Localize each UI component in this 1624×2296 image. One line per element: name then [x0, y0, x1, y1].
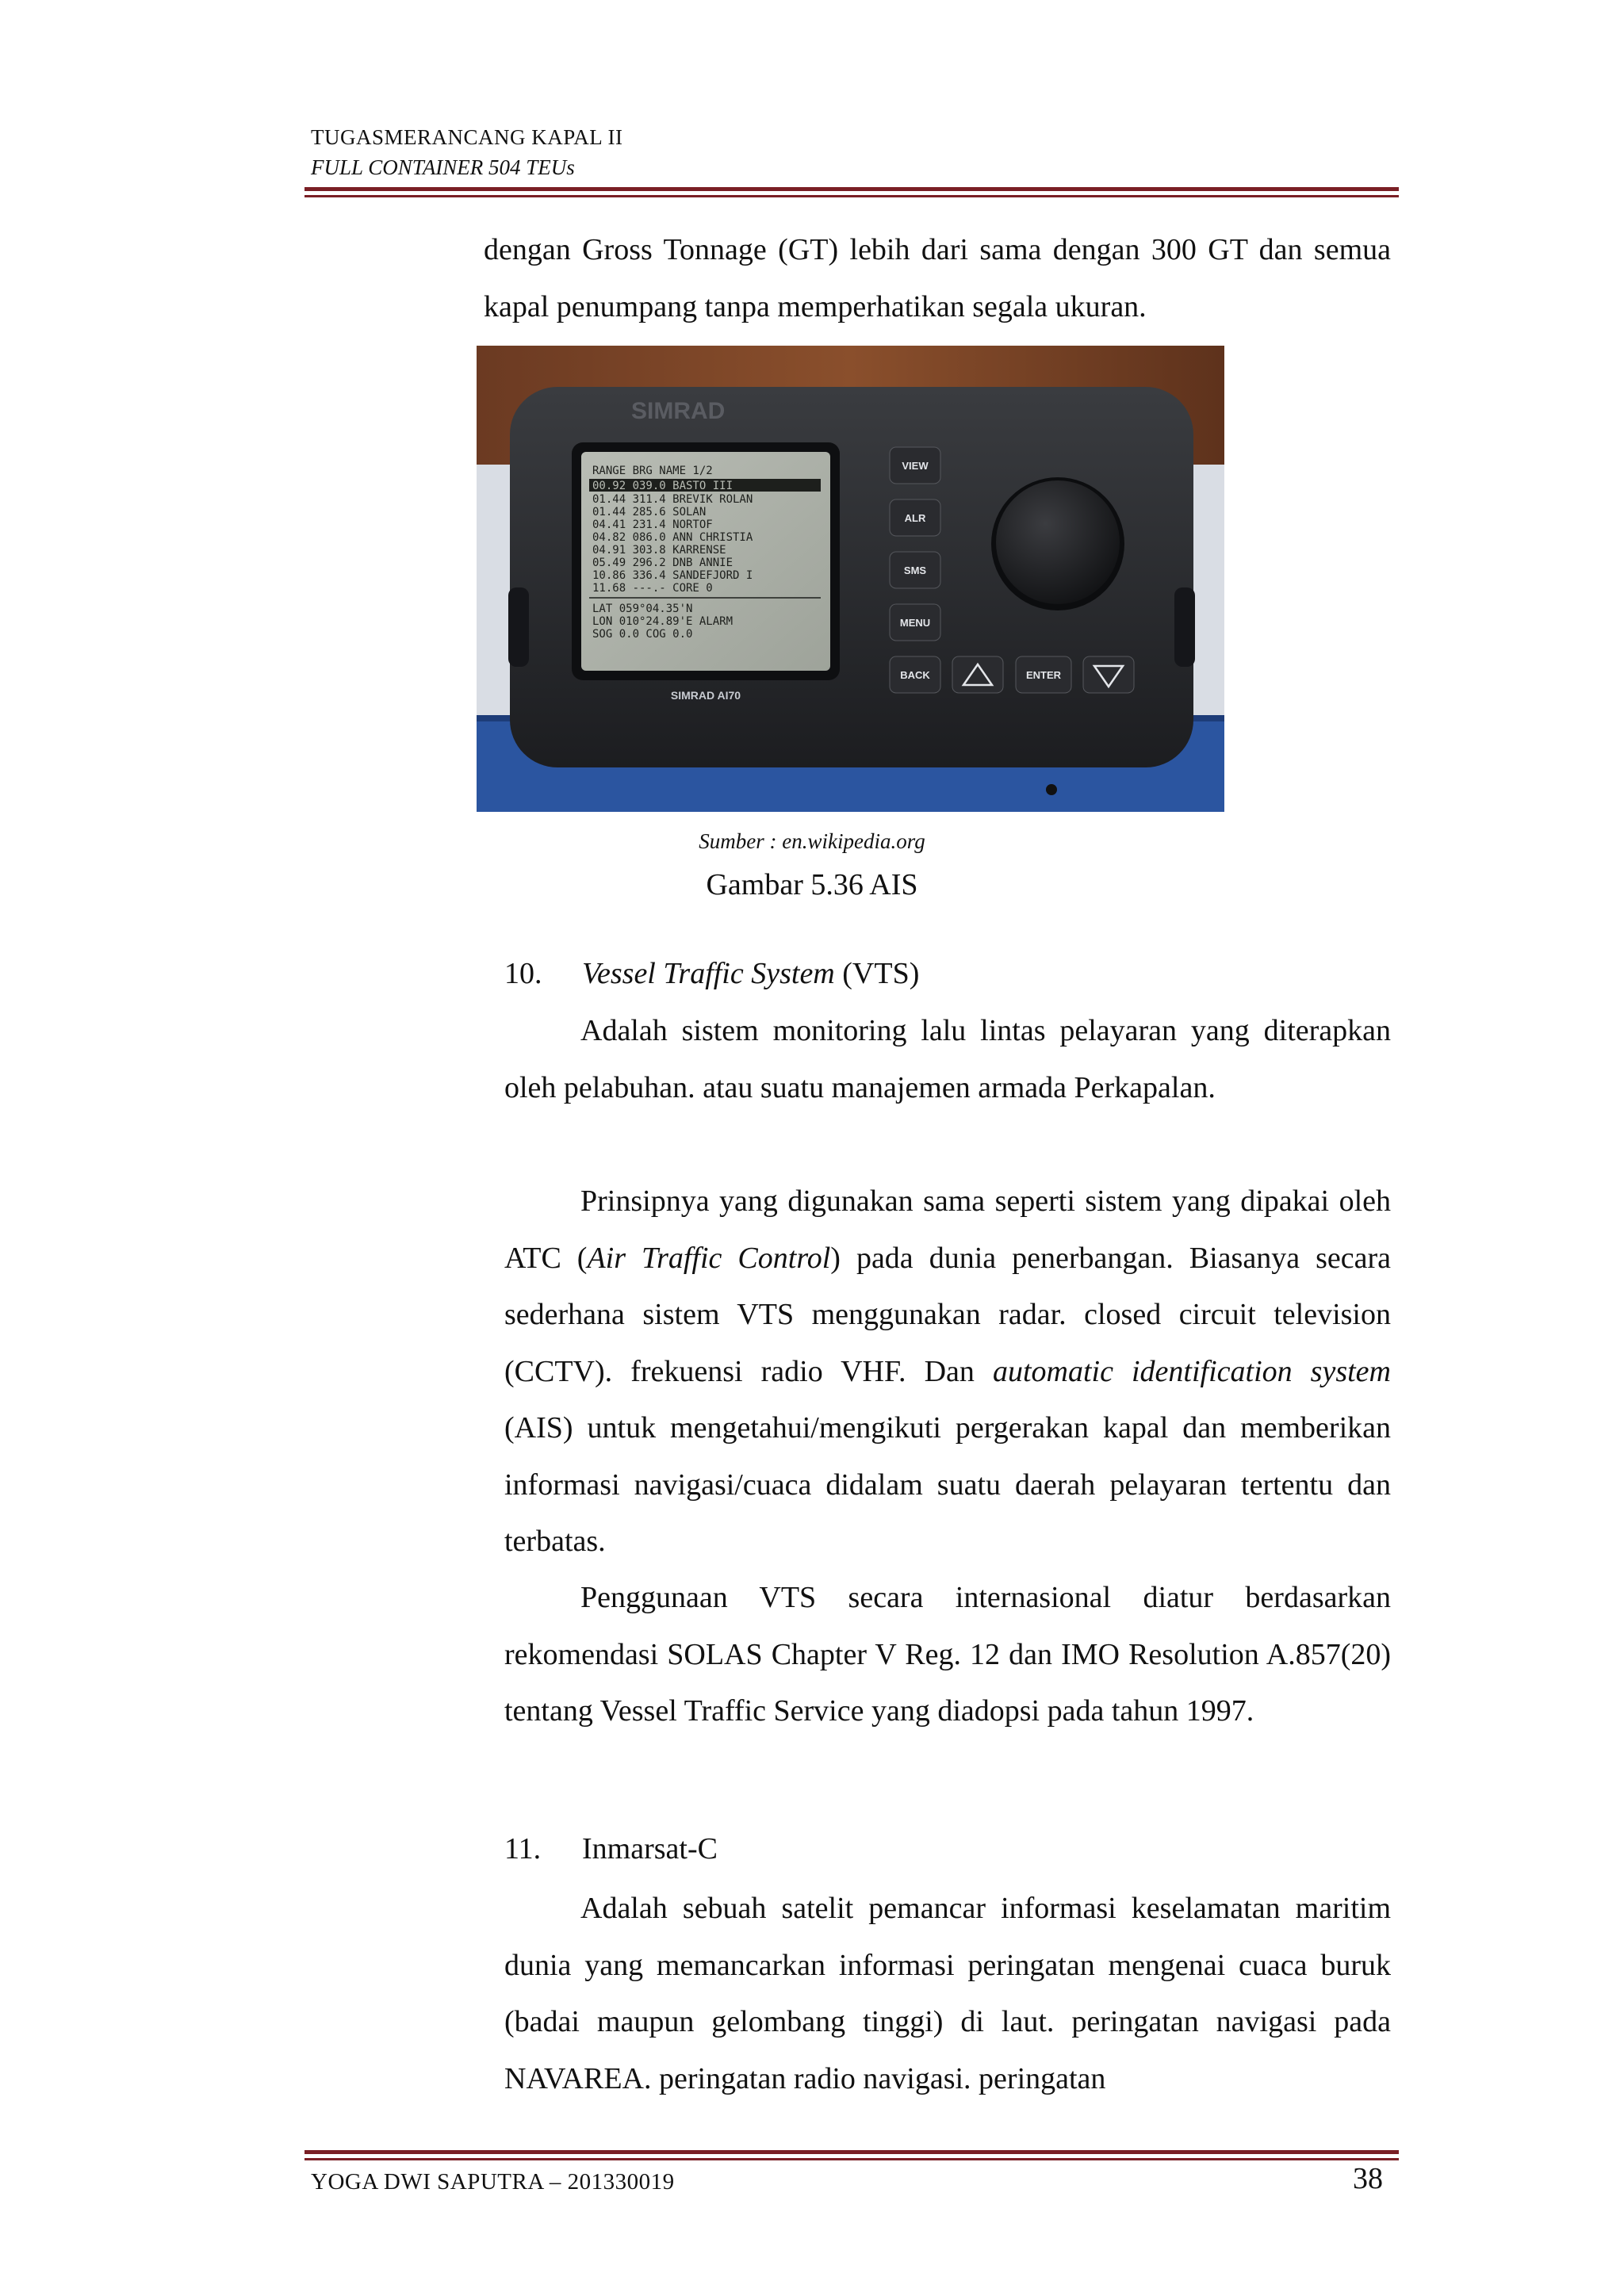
alr-button-label: ALR: [904, 512, 926, 524]
lcd-row: 04.91 303.8 KARRENSE: [592, 544, 726, 557]
p2-text-a: Prinsipnya yang digunakan sama seperti sistem yang dipakai oleh ATC (: [504, 1184, 1391, 1275]
section-10-title-italic: Vessel Traffic System: [582, 957, 835, 990]
enter-button-label: ENTER: [1025, 669, 1062, 681]
lcd-row: 10.86 336.4 SANDEFJORD I: [592, 569, 753, 582]
section-10-paragraph-3: Penggunaan VTS secara internasional diatur berdasarkan rekomendasi SOLAS Chapter V Reg. 12 dan IMO Resolution A.857(20) tentang Vessel Traffic Service yang diadopsi pada tahun 1997.: [504, 1581, 1391, 1728]
device-brand-label: SIMRAD: [631, 398, 726, 424]
lcd-row: 05.49 296.2 DNB ANNIE: [592, 557, 733, 569]
section-11-title: Inmarsat-C: [582, 1832, 718, 1866]
page-number: 38: [1353, 2162, 1383, 2195]
header-rule-thin: [304, 195, 1399, 197]
device-model-label: SIMRAD AI70: [670, 689, 741, 702]
footer-author: YOGA DWI SAPUTRA – 201330019: [311, 2169, 675, 2195]
p2-text-b: ) pada dunia penerbangan. Biasanya secara sederhana sistem VTS menggunakan radar. closed circuit television (CCTV). frekuensi radio VHF. Dan: [504, 1241, 1391, 1388]
lcd-footer: LON 010°24.89'E ALARM: [592, 615, 733, 628]
section-10-paragraph-1: Adalah sistem monitoring lalu lintas pelayaran yang diterapkan oleh pelabuhan. atau suatu manajemen armada Perkapalan.: [504, 1014, 1391, 1104]
p2-ais-italic: automatic identification system: [992, 1354, 1391, 1388]
lcd-row: 04.82 086.0 ANN CHRISTIA: [592, 531, 753, 544]
header-rule-thick: [304, 187, 1399, 191]
rotary-knob: [996, 480, 1120, 604]
section-10-number: 10.: [504, 957, 542, 990]
lcd-footer: LAT 059°04.35'N: [592, 603, 693, 615]
header-title: TUGASMERANCANG KAPAL II: [311, 125, 623, 149]
p2-text-c: (AIS) untuk mengetahui/mengikuti pergerakan kapal dan memberikan informasi navigasi/cuaca didalam suatu daerah pelayaran tertentu dan terbatas.: [504, 1411, 1391, 1558]
view-button-label: VIEW: [902, 460, 929, 472]
header-subtitle: FULL CONTAINER 504 TEUs: [311, 155, 575, 179]
figure-source: Sumber : en.wikipedia.org: [699, 829, 925, 853]
section-10-title-rest: (VTS): [834, 957, 920, 990]
footer-rule-thin: [304, 2158, 1399, 2160]
section-11-heading: [504, 1831, 718, 1866]
menu-button-label: MENU: [899, 617, 931, 629]
p2-atc-italic: Air Traffic Control: [587, 1241, 831, 1275]
sms-button-label: SMS: [903, 564, 927, 576]
section-10-heading: [504, 956, 919, 991]
lcd-row: 01.44 285.6 SOLAN: [592, 506, 707, 519]
lcd-header: RANGE BRG NAME 1/2: [592, 465, 713, 477]
section-10-paragraph-2: [504, 1173, 1391, 1571]
section-11-paragraph-1: Adalah sebuah satelit pemancar informasi keselamatan maritim dunia yang memancarkan informasi peringatan mengenai cuaca buruk (badai maupun gelombang tinggi) di laut. peringatan navigasi pada NAVAREA. peringatan radio navigasi. peringatan: [504, 1892, 1391, 2095]
footer-rule-thick: [304, 2150, 1399, 2154]
intro-paragraph: dengan Gross Tonnage (GT) lebih dari sama dengan 300 GT dan semua kapal penumpang tanpa memperhatikan segala ukuran.: [484, 233, 1391, 323]
lcd-footer: SOG 0.0 COG 0.0: [592, 628, 693, 641]
lcd-row: 00.92 039.0 BASTO III: [592, 480, 733, 492]
lcd-row: 11.68 ---.- CORE 0: [592, 582, 713, 595]
lcd-row: 01.44 311.4 BREVIK ROLAN: [592, 493, 753, 506]
figure-caption: Gambar 5.36 AIS: [706, 868, 918, 901]
ais-device-photo: [477, 346, 1224, 812]
lcd-row: 04.41 231.4 NORTOF: [592, 519, 713, 531]
section-11-number: 11.: [504, 1832, 542, 1866]
back-button-label: BACK: [900, 669, 930, 681]
